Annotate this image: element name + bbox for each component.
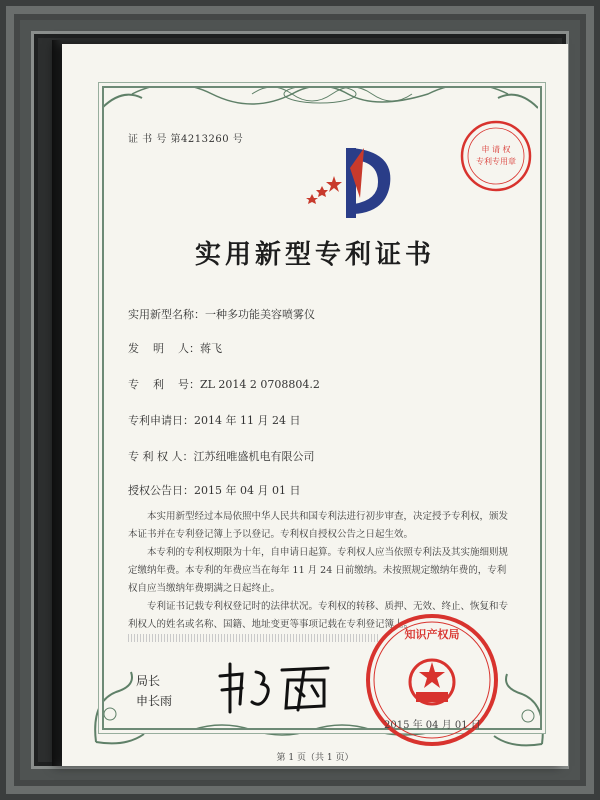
field-value: ZL 2014 2 0708804.2 xyxy=(199,378,320,391)
field-label: 专 利 权 人： xyxy=(128,450,194,463)
director-title: 局长 xyxy=(136,674,161,688)
field-inventor xyxy=(128,340,222,356)
field-patentee xyxy=(128,448,315,464)
field-value: 蒋飞 xyxy=(199,342,222,355)
cnipa-logo xyxy=(294,138,404,228)
field-application-date xyxy=(128,412,300,428)
patent-seal-stamp xyxy=(458,118,534,194)
field-value: 江苏纽唯盛机电有限公司 xyxy=(193,450,315,463)
field-utility-model-name xyxy=(128,306,315,322)
field-patent-number xyxy=(128,376,320,392)
field-label: 实用新型名称： xyxy=(128,308,205,321)
field-value: 2015 年 04 月 01 日 xyxy=(194,484,301,497)
director-name: 申长雨 xyxy=(136,694,173,708)
svg-text:申 请 权: 申 请 权 xyxy=(481,145,511,154)
certificate-title: 实用新型专利证书 xyxy=(194,240,435,270)
field-grant-date xyxy=(128,482,300,498)
certificate-number: 证 书 号 第4213260 号 xyxy=(128,134,244,145)
field-label: 发 明 人： xyxy=(128,342,200,355)
paragraph-record: 专利证书记载专利权登记时的法律状况。专利权的转移、质押、无效、终止、恢复和专利权人的姓名或名称、国籍、地址变更等事项记载在专利登记簿上。 xyxy=(128,601,509,630)
field-value: 一种多功能美容喷雾仪 xyxy=(205,308,315,321)
field-label: 专利申请日： xyxy=(128,414,194,427)
paragraph-term: 本专利的专利权期限为十年，自申请日起算。专利权人应当依照专利法及其实施细则规定缴纳年费。本专利的年费应当在每年 11 月 24 日前缴纳。未按照规定缴纳年费的，专利权自应当缴纳年费期满之日起终止。 xyxy=(128,547,509,594)
paragraph-grant: 本实用新型经过本局依照中华人民共和国专利法进行初步审查，决定授予专利权，颁发本证书并在专利登记簿上予以登记。专利权自授权公告之日起生效。 xyxy=(128,511,509,540)
stamp-date: 2015 年 04 月 01 日 xyxy=(384,720,481,731)
field-label: 授权公告日： xyxy=(128,484,194,497)
frame-shadow xyxy=(52,40,62,766)
svg-text:知识产权局: 知识产权局 xyxy=(404,628,460,641)
field-label: 专 利 号： xyxy=(128,378,200,391)
barcode xyxy=(128,634,378,642)
certificate-paper xyxy=(62,44,568,766)
svg-text:专利专用章: 专利专用章 xyxy=(476,157,516,166)
director-signature xyxy=(212,656,342,716)
field-value: 2014 年 11 月 24 日 xyxy=(194,414,301,427)
page-number: 第 1 页（共 1 页） xyxy=(276,753,354,763)
